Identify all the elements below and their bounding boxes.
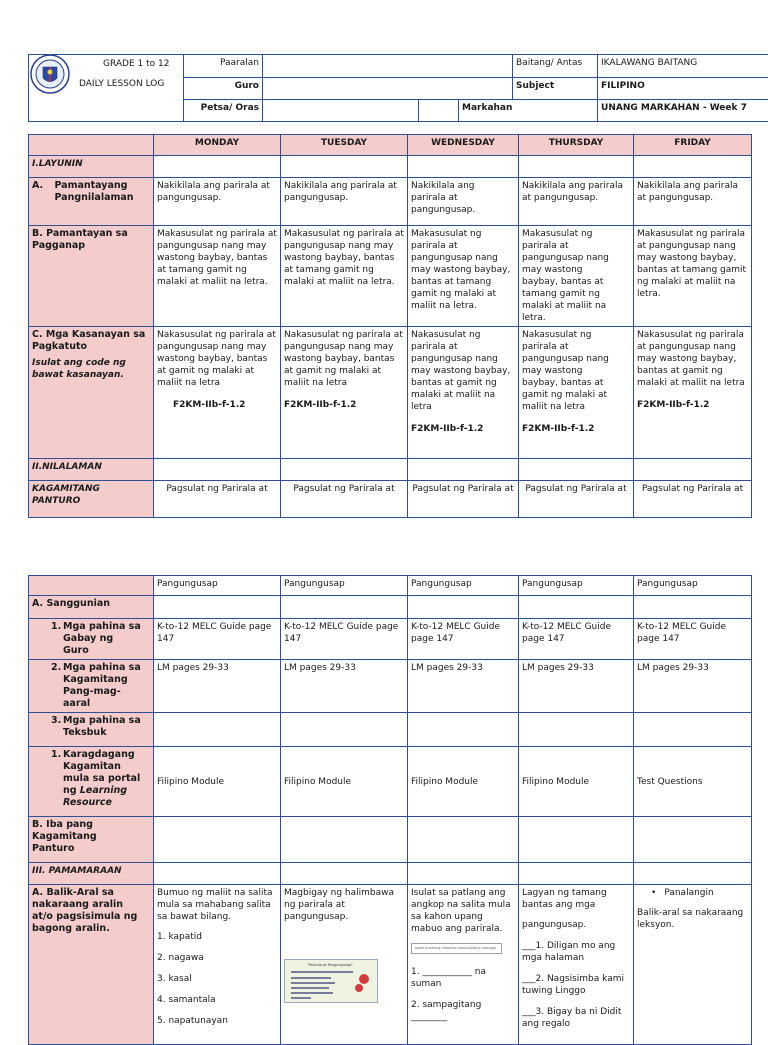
pagganap-friday: Makasusulat ng parirala at pangungusap nang may wastong baybay, bantas at tamang gamit ng malaki at maliit na letra. bbox=[634, 226, 752, 327]
table-cell bbox=[519, 156, 634, 178]
pagganap-row bbox=[29, 226, 752, 327]
pamamaraan-heading: III. PAMAMARAAN bbox=[29, 863, 154, 885]
friday-text: Balik-aral sa nakaraang leksyon. bbox=[637, 908, 744, 930]
kagamitang-monday: Pagsulat ng Parirala at bbox=[154, 481, 281, 518]
pamantayang-monday: Nakikilala ang parirala at pangungusap. bbox=[154, 178, 281, 226]
guro-tuesday: K-to-12 MELC Guide page 147 bbox=[281, 619, 408, 660]
quarter-value: UNANG MARKAHAN - Week 7 bbox=[598, 100, 768, 122]
friday-bullet-item: • Panalangin bbox=[637, 887, 748, 899]
table-cell bbox=[154, 596, 281, 619]
table-cell bbox=[154, 817, 281, 863]
pamamaraan-row bbox=[29, 863, 752, 885]
balik-tuesday-cell bbox=[281, 885, 408, 1045]
continuation-friday: Pangungusap bbox=[634, 576, 752, 596]
kasanayan-tuesday-cell bbox=[281, 327, 408, 459]
code-friday: F2KM-IIb-f-1.2 bbox=[637, 400, 710, 410]
teacher-value bbox=[263, 78, 513, 100]
pamantayang-tuesday: Nakikilala ang parirala at pangungusap. bbox=[281, 178, 408, 226]
table-cell bbox=[634, 156, 752, 178]
thumbnail-line bbox=[291, 982, 335, 984]
list-item: 2. nagawa bbox=[157, 953, 204, 963]
karagdagang-thursday: Filipino Module bbox=[519, 747, 634, 817]
kasanayan-friday: Nakasusulat ng parirala at pangungusap nang may wastong baybay, bantas at gamit ng malaki at maliit na letra bbox=[637, 330, 745, 388]
balik-thursday-cell bbox=[519, 885, 634, 1045]
karagdagang-label-cell bbox=[29, 747, 154, 817]
table-cell bbox=[408, 156, 519, 178]
worksheet-thumbnail bbox=[284, 959, 378, 1003]
wednesday-item-1a: 1. ___________ na bbox=[411, 967, 487, 977]
header-title-cell bbox=[29, 55, 184, 122]
balik-wednesday-cell bbox=[408, 885, 519, 1045]
quarter-label-spacer bbox=[513, 100, 598, 122]
table-cell bbox=[408, 596, 519, 619]
kasanayan-monday: Nakasusulat ng parirala at pangungusap nang may wastong baybay, bantas at gamit ng malaki at maliit na letra bbox=[157, 330, 276, 388]
teksbuk-row bbox=[29, 713, 752, 747]
kagamitang-thursday: Pagsulat ng Parirala at bbox=[519, 481, 634, 518]
list-item: 3. kasal bbox=[157, 974, 192, 984]
table-cell bbox=[634, 817, 752, 863]
list-item: 1. kapatid bbox=[157, 932, 202, 942]
lm-label-num: 2. bbox=[51, 662, 62, 673]
list-item: ___2. Nagsisimba kami tuwing Linggo bbox=[522, 974, 624, 996]
lm-tuesday: LM pages 29-33 bbox=[281, 660, 408, 713]
day-tuesday: TUESDAY bbox=[281, 135, 408, 156]
pamantayang-wednesday: Nakikilala ang parirala at pangungusap. bbox=[408, 178, 519, 226]
kagamitang-wednesday: Pagsulat ng Parirala at bbox=[408, 481, 519, 518]
lm-friday: LM pages 29-33 bbox=[634, 660, 752, 713]
karagdagang-monday: Filipino Module bbox=[154, 747, 281, 817]
guro-wednesday: K-to-12 MELC Guide page 147 bbox=[408, 619, 519, 660]
grade-level-value: IKALAWANG BAITANG bbox=[598, 55, 768, 78]
teksbuk-label-cell bbox=[29, 713, 154, 747]
kasanayan-tuesday: Nakasusulat ng parirala at pangungusap nang may wastong baybay, bantas at gamit ng malaki at maliit na letra bbox=[284, 330, 403, 388]
school-value bbox=[263, 55, 513, 78]
table-cell bbox=[154, 863, 281, 885]
guro-label: Mga pahina sa Gabay ng Guro bbox=[63, 621, 141, 656]
karagdagang-wednesday: Filipino Module bbox=[408, 747, 519, 817]
table-cell bbox=[408, 713, 519, 747]
teksbuk-label: Mga pahina sa Teksbuk bbox=[63, 715, 141, 738]
continuation-monday: Pangungusap bbox=[154, 576, 281, 596]
pamantayang-friday: Nakikilala ang parirala at pangungusap. bbox=[634, 178, 752, 226]
continuation-corner bbox=[29, 576, 154, 596]
date-label: Petsa/ Oras bbox=[184, 100, 263, 122]
list-item: 4. samantala bbox=[157, 995, 216, 1005]
karagdagang-friday: Test Questions bbox=[634, 747, 752, 817]
table-cell bbox=[519, 713, 634, 747]
table-cell bbox=[634, 596, 752, 619]
karagdagang-row bbox=[29, 747, 752, 817]
pagganap-monday: Makasusulat ng parirala at pangungusap nang may wastong baybay, bantas at tamang gamit ng malaki at maliit na letra. bbox=[154, 226, 281, 327]
table-cell bbox=[634, 713, 752, 747]
guro-label-cell bbox=[29, 619, 154, 660]
guro-label-num: 1. bbox=[51, 621, 62, 632]
guro-friday: K-to-12 MELC Guide page 147 bbox=[634, 619, 752, 660]
flower-icon bbox=[359, 974, 369, 984]
thumbnail-line bbox=[291, 987, 329, 989]
lm-label-cell bbox=[29, 660, 154, 713]
day-friday: FRIDAY bbox=[634, 135, 752, 156]
lm-wednesday: LM pages 29-33 bbox=[408, 660, 519, 713]
list-item: 5. napatunayan bbox=[157, 1016, 228, 1026]
day-monday: MONDAY bbox=[154, 135, 281, 156]
guro-monday: K-to-12 MELC Guide page 147 bbox=[154, 619, 281, 660]
karagdagang-tuesday: Filipino Module bbox=[281, 747, 408, 817]
list-item: ___1. Diligan mo ang mga halaman bbox=[522, 941, 616, 963]
table-cell bbox=[281, 459, 408, 481]
pagganap-thursday: Makasusulat ng parirala at pangungusap nang may wastong baybay, bantas at tamang gamit ng malaki at maliit na letra. bbox=[519, 226, 634, 327]
karagdagang-label-num: 1. bbox=[51, 749, 62, 760]
nilalaman-heading: II.NILALAMAN bbox=[29, 459, 154, 481]
table-cell bbox=[281, 156, 408, 178]
iba-label: B. Iba pang Kagamitang Panturo bbox=[29, 817, 154, 863]
pamantayang-label-letter: A. bbox=[32, 180, 44, 191]
guro-row bbox=[29, 619, 752, 660]
pamantayang-label bbox=[29, 178, 154, 226]
thumbnail-line bbox=[291, 992, 333, 994]
table-cell bbox=[154, 713, 281, 747]
table-cell bbox=[519, 596, 634, 619]
karagdagang-label: Karagdagang Kagamitan mula sa portal ng bbox=[63, 749, 141, 796]
pagganap-tuesday: Makasusulat ng parirala at pangungusap nang may wastong baybay, bantas at tamang gamit ng malaki at maliit na letra. bbox=[281, 226, 408, 327]
code-monday: F2KM-IIb-f-1.2 bbox=[173, 400, 246, 410]
table-cell bbox=[281, 817, 408, 863]
table-cell bbox=[408, 817, 519, 863]
balik-thursday-intro-1: Lagyan ng tamang bantas ang mga bbox=[522, 888, 607, 910]
kasanayan-label-cell bbox=[29, 327, 154, 459]
continuation-tuesday: Pangungusap bbox=[281, 576, 408, 596]
day-thursday: THURSDAY bbox=[519, 135, 634, 156]
kasanayan-thursday: Nakasusulat ng parirala at pangungusap nang may wastong baybay, bantas at gamit ng malaki at maliit na letra bbox=[522, 330, 609, 412]
grade-level-label: Baitang/ Antas bbox=[513, 55, 598, 78]
continuation-thursday: Pangungusap bbox=[519, 576, 634, 596]
days-header-corner bbox=[29, 135, 154, 156]
code-wednesday: F2KM-IIb-f-1.2 bbox=[411, 424, 484, 434]
kasanayan-label: C. Mga Kasanayan sa Pagkatuto bbox=[32, 329, 146, 352]
days-header-row bbox=[29, 135, 752, 156]
balik-friday-cell bbox=[634, 885, 752, 1045]
table-cell bbox=[408, 459, 519, 481]
table-cell bbox=[281, 596, 408, 619]
table-cell bbox=[634, 863, 752, 885]
table-cell bbox=[408, 863, 519, 885]
lm-row bbox=[29, 660, 752, 713]
pagganap-label: B. Pamantayan sa Pagganap bbox=[29, 226, 154, 327]
teacher-label: Guro bbox=[184, 78, 263, 100]
continuation-row bbox=[29, 576, 752, 596]
code-thursday: F2KM-IIb-f-1.2 bbox=[522, 424, 595, 434]
lm-label: Mga pahina sa Kagamitang Pang-mag-aaral bbox=[63, 662, 141, 709]
wednesday-item-1b: suman bbox=[411, 979, 442, 989]
balik-tuesday-intro: Magbigay ng halimbawa ng parirala at pangungusap. bbox=[284, 888, 394, 922]
lesson-table-objectives bbox=[28, 134, 752, 518]
kasanayan-note: Isulat ang code ng bawat kasanayan. bbox=[32, 358, 126, 380]
karagdagang-label-italic: Learning Resource bbox=[63, 785, 128, 808]
list-item: ___3. Bigay ba ni Didit ang regalo bbox=[522, 1007, 622, 1029]
iba-row bbox=[29, 817, 752, 863]
table-cell bbox=[519, 863, 634, 885]
teksbuk-label-num: 3. bbox=[51, 715, 62, 726]
kagamitang-label: KAGAMITANG PANTURO bbox=[29, 481, 154, 518]
table-cell bbox=[519, 459, 634, 481]
table-cell bbox=[281, 863, 408, 885]
thumbnail-line bbox=[291, 971, 353, 973]
date-extra bbox=[419, 100, 459, 122]
karagdagang-label-wrap bbox=[63, 749, 141, 809]
kagamitang-friday: Pagsulat ng Parirala at bbox=[634, 481, 752, 518]
daily-lesson-log-title: DAILY LESSON LOG bbox=[79, 79, 165, 89]
kagamitang-row bbox=[29, 481, 752, 518]
layunin-row bbox=[29, 156, 752, 178]
balik-monday-intro: Bumuo ng maliit na salita mula sa mahabang salita sa bawat bilang. bbox=[157, 888, 273, 922]
table-cell bbox=[281, 713, 408, 747]
pagganap-wednesday: Makasusulat ng parirala at pangungusap nang may wastong baybay, bantas at tamang gamit ng malaki at maliit na letra. bbox=[408, 226, 519, 327]
grade-text: GRADE 1 to 12 bbox=[103, 59, 170, 69]
table-cell bbox=[154, 156, 281, 178]
table-cell bbox=[519, 817, 634, 863]
kasanayan-friday-cell bbox=[634, 327, 752, 459]
sanggunian-heading: A. Sanggunian bbox=[29, 596, 154, 619]
nilalaman-row bbox=[29, 459, 752, 481]
thumbnail-line bbox=[291, 997, 311, 999]
subject-label: Subject bbox=[513, 78, 598, 100]
kagamitang-tuesday: Pagsulat ng Parirala at bbox=[281, 481, 408, 518]
kasanayan-wednesday: Nakasusulat ng parirala at pangungusap nang may wastong baybay, bantas at gamit ng malaki at maliit na letra bbox=[411, 330, 511, 412]
pamantayang-label-text: Pamantayang Pangnilalaman bbox=[54, 180, 134, 203]
balik-thursday-intro-2: pangungusap. bbox=[522, 920, 587, 930]
day-wednesday: WEDNESDAY bbox=[408, 135, 519, 156]
lesson-table-resources bbox=[28, 575, 752, 1045]
kasanayan-row bbox=[29, 327, 752, 459]
table-cell bbox=[634, 459, 752, 481]
school-label: Paaralan bbox=[184, 55, 263, 78]
flower-icon bbox=[355, 984, 363, 992]
table-cell bbox=[154, 459, 281, 481]
thumbnail-line bbox=[291, 977, 331, 979]
guro-thursday: K-to-12 MELC Guide page 147 bbox=[519, 619, 634, 660]
continuation-wednesday: Pangungusap bbox=[408, 576, 519, 596]
balik-wednesday-intro: Isulat sa patlang ang angkop na salita mula sa kahon upang mabuo ang parirala. bbox=[411, 888, 511, 934]
layunin-heading: I.LAYUNIN bbox=[29, 156, 154, 178]
word-bank-box: sarat malamig masarap sampalataya mangga bbox=[411, 943, 502, 954]
kasanayan-wednesday-cell bbox=[408, 327, 519, 459]
header-table bbox=[28, 54, 768, 122]
kasanayan-thursday-cell bbox=[519, 327, 634, 459]
wednesday-item-2b: ________ bbox=[411, 1012, 447, 1022]
pamantayang-row bbox=[29, 178, 752, 226]
date-value bbox=[263, 100, 419, 122]
subject-value: FILIPINO bbox=[598, 78, 768, 100]
quarter-label: Markahan bbox=[459, 100, 513, 122]
balik-aral-row bbox=[29, 885, 752, 1045]
wednesday-item-2a: 2. sampagitang bbox=[411, 1000, 482, 1010]
worksheet-thumbnail-title: "Parirala at Pangungusap" bbox=[307, 963, 353, 967]
lm-monday: LM pages 29-33 bbox=[154, 660, 281, 713]
balik-aral-label: A. Balik-Aral sa nakaraang aralin at/o pagsisimula ng bagong aralin. bbox=[29, 885, 154, 1045]
pamantayang-thursday: Nakikilala ang parirala at pangungusap. bbox=[519, 178, 634, 226]
sanggunian-row bbox=[29, 596, 752, 619]
balik-monday-cell bbox=[154, 885, 281, 1045]
code-tuesday: F2KM-IIb-f-1.2 bbox=[284, 400, 357, 410]
kasanayan-monday-cell bbox=[154, 327, 281, 459]
lm-thursday: LM pages 29-33 bbox=[519, 660, 634, 713]
